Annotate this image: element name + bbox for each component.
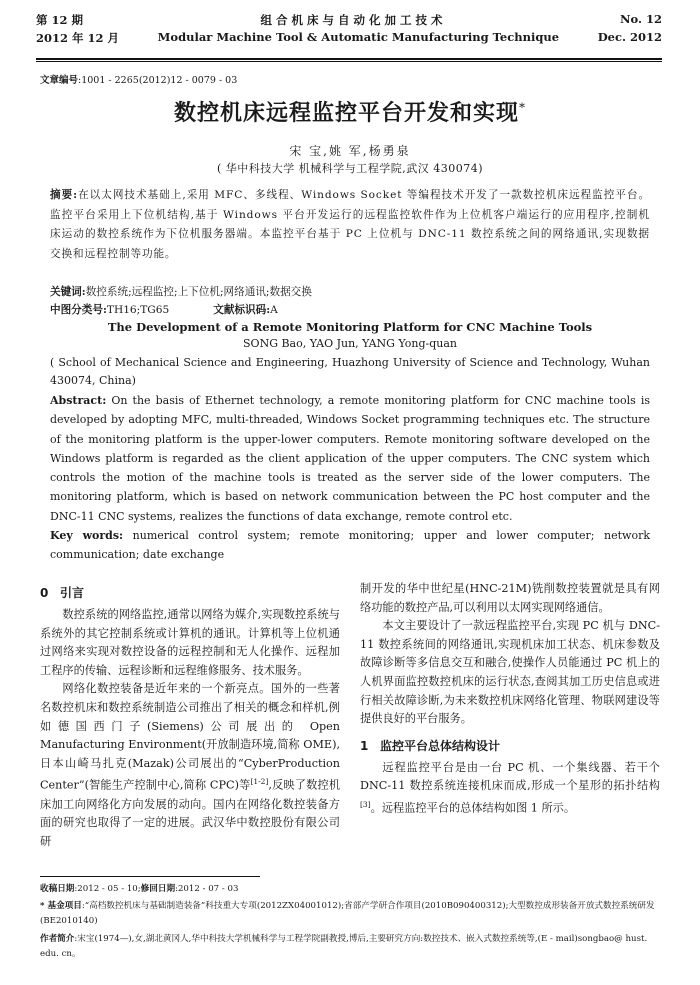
keywords-en: Key words: numerical control system; remote monitoring; upper and lower computer; network communication; date exchange	[50, 529, 650, 562]
footnote-author: 作者简介:宋宝(1974—),女,湖北黄冈人,华中科技大学机械科学与工程学院副教授,博后,主要研究方向:数控技术、嵌入式数控系统等,(E - mail)songbao@ hust. edu. cn。	[40, 934, 648, 959]
authors-cn: 宋 宝,姚 军,杨勇泉	[289, 144, 411, 158]
article-number: 文章编号:1001 - 2265(2012)12 - 0079 - 03	[40, 75, 238, 86]
abstract-cn: 摘要:在以太网技术基础上,采用 MFC、多线程、Windows Socket 等编程技术开发了一款数控机床远程监控平台。监控平台采用上下位机结构,基于 Windows 平台开发运行的远程监控软件作为上位机客户端运行的应用程序,控制机床运动的数控系统作为下位机服务器端。本监控平台基于 PC 上位机与 DNC-11 数控系统之间的网络通讯,实现数据交换和远程控制等功能。	[50, 189, 650, 260]
abstract-en: Abstract: On the basis of Ethernet technology, a remote monitoring platform for CNC machine tools is developed by adopting MFC, multi-threaded, Windows Socket programming techniques etc. The structure of the monitoring platform is the upper-lower computers. Remote monitoring software developed on the Windows platform is regarded as the client application of the upper computers. The CNC system which controls the motion of the machine tools is treated as the server side of the lower computers. The monitoring platform, which is based on network communication between the PC host computer and the DNC-11 CNC systems, realizes the functions of data exchange, remote control etc. Key words: numerical control system; remote monitoring; upper and lower computer; network communication; date exchange	[50, 391, 650, 565]
affiliation-en: ( School of Mechanical Science and Engineering, Huazhong University of Science and Technology, Wuhan 430074, China)	[50, 356, 650, 387]
citation: [3]	[360, 799, 371, 809]
section-heading-0: 0 引言	[40, 586, 85, 600]
abstract-en-label: Abstract:	[50, 394, 107, 407]
paragraph: 远程监控平台是由一台 PC 机、一个集线器、若干个 DNC-11 数控系统连接机床而成,形成一个星形的拓扑结构[3]。远程监控平台的总体结构如图 1 所示。	[360, 760, 660, 815]
title-footnote-mark: *	[519, 100, 526, 115]
section-heading-1: 1 监控平台总体结构设计	[360, 738, 501, 753]
body-column-right	[360, 580, 660, 818]
header-rule	[36, 58, 662, 60]
body-column-left	[40, 580, 340, 851]
header-rule-thin	[36, 61, 662, 62]
journal-title-cn: 组 合 机 床 与 自 动 化 加 工 技 术	[260, 13, 443, 27]
footnote-rule	[40, 876, 260, 877]
paper-title-en: The Development of a Remote Monitoring Platform for CNC Machine Tools	[107, 320, 593, 334]
running-header	[36, 12, 662, 52]
issue-en: No. 12	[620, 12, 662, 26]
keywords-cn: 关键词:数控系统;远程监控;上下位机;网络通讯;数据交换	[50, 286, 312, 298]
date-en: Dec. 2012	[597, 30, 662, 44]
date-cn: 2012 年 12 月	[36, 31, 120, 45]
journal-title-en: Modular Machine Tool & Automatic Manufacturing Technique	[157, 30, 560, 44]
paper-title-cn: 数控机床远程监控平台开发和实现*	[173, 100, 526, 126]
paragraph: 数控系统的网络监控,通常以网络为媒介,实现数控系统与系统外的其它控制系统或计算机的通讯。计算机等上位机通过网络来实现对数控设备的远程控制和无人化操作、远程加工程序的传输、远程诊断和远程维修服务、技术服务。	[40, 608, 340, 677]
paragraph: 网络化数控装备是近年来的一个新亮点。国外的一些著名数控机床和数控系统制造公司推出了相关的概念和样机,例如德国西门子(Siemens)公司展出的 Open Manufacturing Environment(开放制造环境,简称 OME),日本山崎马扎克(Mazak)公司展出的“CyberProduction Center”(智能生产控制中心,简称 CPC)等[1-2],反映了数控机床加工向网络化方向发展的动向。国内在网络化数控装备方面的研究也取得了一定的进展。武汉华中数控股份有限公司研	[40, 682, 341, 848]
classification-cn: 中图分类号:TH16;TG65 文献标识码:A	[50, 304, 278, 316]
citation: [1-2]	[250, 777, 269, 787]
footnote-dates: 收稿日期:2012 - 05 - 10;修回日期:2012 - 07 - 03	[40, 884, 239, 894]
abstract-cn-label: 摘要:	[50, 189, 78, 201]
footnote-fund: * 基金项目:“高档数控机床与基础制造装备”科技重大专项(2012ZX04001012);省部产学研合作项目(2010B090400312);大型数控成形装备开放式数控系统研发(BE2010140)	[40, 901, 655, 926]
issue-cn: 第 12 期	[36, 13, 84, 27]
paragraph: 制开发的华中世纪星(HNC-21M)铣削数控装置就是具有网络功能的数控产品,可以利用以太网实现网络通信。	[360, 582, 660, 614]
authors-en: SONG Bao, YAO Jun, YANG Yong-quan	[243, 337, 457, 350]
affiliation-cn: ( 华中科技大学 机械科学与工程学院,武汉 430074)	[216, 162, 484, 175]
paragraph: 本文主要设计了一款远程监控平台,实现 PC 机与 DNC-11 数控系统间的网络通讯,实现机床加工状态、机床参数及故障诊断等多信息交互和融合,使操作人员能通过 PC 机上的人机界面监控数控机床的运行状态,查阅其加工历史信息或进行相关故障诊断,为未来数控机床网络化管理、物联网建设等提供良好的平台服务。	[360, 619, 660, 726]
